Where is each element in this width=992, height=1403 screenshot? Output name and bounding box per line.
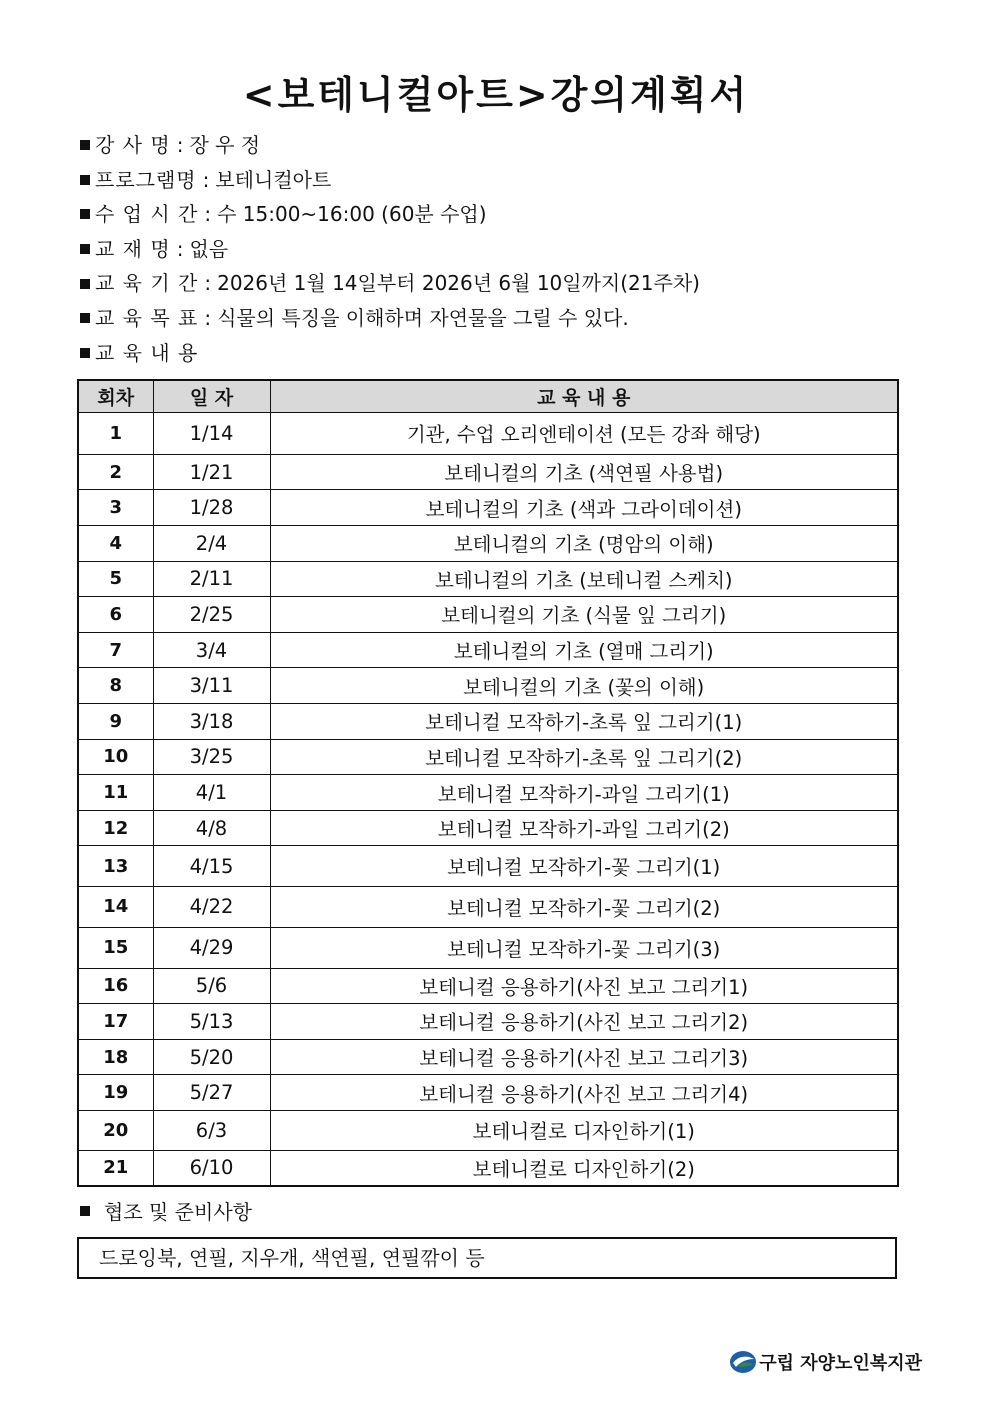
cell-content: 보테니컬 모작하기-꽃 그리기(1) xyxy=(270,846,898,887)
cell-num: 7 xyxy=(78,632,153,668)
cell-num: 20 xyxy=(78,1110,153,1150)
cell-date: 1/21 xyxy=(153,454,270,490)
header-num: 회차 xyxy=(78,380,153,413)
table-row xyxy=(78,703,898,739)
table-row xyxy=(78,1039,898,1075)
cell-num: 16 xyxy=(78,968,153,1004)
info-row xyxy=(80,128,900,163)
header-content: 교 육 내 용 xyxy=(270,380,898,413)
cell-content: 보테니컬 모작하기-과일 그리기(2) xyxy=(270,810,898,846)
square-bullet-icon xyxy=(80,279,90,289)
prep-section-label xyxy=(80,1196,252,1225)
cell-date: 6/3 xyxy=(153,1110,270,1150)
table-header-row xyxy=(78,380,898,413)
cell-date: 3/11 xyxy=(153,668,270,704)
cell-date: 5/13 xyxy=(153,1004,270,1040)
info-label: 교 육 내 용 xyxy=(95,340,199,365)
info-separator: : xyxy=(176,236,184,261)
cell-date: 4/1 xyxy=(153,775,270,811)
info-separator: : xyxy=(176,133,184,157)
table-row xyxy=(78,490,898,526)
square-bullet-icon xyxy=(80,209,90,219)
cell-date: 3/4 xyxy=(153,632,270,668)
cell-content: 보테니컬의 기초 (명암의 이해) xyxy=(270,525,898,561)
table-row xyxy=(78,525,898,561)
table-row xyxy=(78,968,898,1004)
info-row xyxy=(80,266,900,301)
cell-content: 보테니컬로 디자인하기(2) xyxy=(270,1150,898,1186)
info-separator: : xyxy=(204,202,212,227)
info-row xyxy=(80,163,900,198)
welfare-center-logo-icon xyxy=(729,1350,757,1374)
cell-num: 6 xyxy=(78,597,153,633)
cell-num: 17 xyxy=(78,1004,153,1040)
cell-num: 15 xyxy=(78,927,153,968)
info-value: 보테니컬아트 xyxy=(215,167,332,192)
cell-num: 21 xyxy=(78,1150,153,1186)
cell-date: 5/6 xyxy=(153,968,270,1004)
org-name: 구립 자양노인복지관 xyxy=(759,1353,922,1374)
cell-num: 2 xyxy=(78,454,153,490)
info-label: 강 사 명 xyxy=(95,133,171,157)
table-row xyxy=(78,597,898,633)
info-value: 없음 xyxy=(189,236,229,261)
cell-content: 보테니컬의 기초 (꽃의 이해) xyxy=(270,668,898,704)
info-value: 2026년 1월 14일부터 2026년 6월 10일까지(21주차) xyxy=(217,271,700,296)
cell-content: 보테니컬 모작하기-초록 잎 그리기(2) xyxy=(270,739,898,775)
table-row xyxy=(78,413,898,455)
table-row xyxy=(78,1150,898,1186)
prep-box: 드로잉북, 연필, 지우개, 색연필, 연필깎이 등 xyxy=(77,1237,897,1279)
cell-date: 4/8 xyxy=(153,810,270,846)
table-row xyxy=(78,1110,898,1150)
square-bullet-icon xyxy=(80,348,90,358)
cell-date: 2/4 xyxy=(153,525,270,561)
info-label: 교 재 명 xyxy=(95,236,171,261)
info-label: 프로그램명 xyxy=(95,167,197,192)
table-row xyxy=(78,1004,898,1040)
footer-org xyxy=(729,1349,922,1375)
cell-num: 19 xyxy=(78,1075,153,1111)
cell-date: 4/15 xyxy=(153,846,270,887)
cell-num: 1 xyxy=(78,413,153,455)
cell-num: 11 xyxy=(78,775,153,811)
cell-content: 보테니컬 응용하기(사진 보고 그리기4) xyxy=(270,1075,898,1111)
cell-num: 3 xyxy=(78,490,153,526)
table-row xyxy=(78,561,898,597)
cell-content: 보테니컬의 기초 (색과 그라이데이션) xyxy=(270,490,898,526)
cell-num: 18 xyxy=(78,1039,153,1075)
prep-label-text: 협조 및 준비사항 xyxy=(104,1200,252,1224)
info-value: 수 15:00~16:00 (60분 수업) xyxy=(217,202,487,227)
cell-date: 4/22 xyxy=(153,887,270,928)
cell-num: 12 xyxy=(78,810,153,846)
cell-content: 보테니컬의 기초 (식물 잎 그리기) xyxy=(270,597,898,633)
cell-content: 보테니컬 모작하기-꽃 그리기(2) xyxy=(270,887,898,928)
table-row xyxy=(78,810,898,846)
cell-content: 보테니컬 모작하기-꽃 그리기(3) xyxy=(270,927,898,968)
table-row xyxy=(78,775,898,811)
cell-content: 보테니컬 모작하기-과일 그리기(1) xyxy=(270,775,898,811)
cell-content: 보테니컬의 기초 (열매 그리기) xyxy=(270,632,898,668)
table-row xyxy=(78,454,898,490)
cell-num: 8 xyxy=(78,668,153,704)
cell-num: 9 xyxy=(78,703,153,739)
square-bullet-icon xyxy=(80,244,90,254)
table-row xyxy=(78,846,898,887)
info-separator: : xyxy=(204,271,212,296)
square-bullet-icon xyxy=(80,313,90,323)
info-row xyxy=(80,232,900,267)
table-row xyxy=(78,739,898,775)
info-row xyxy=(80,301,900,336)
cell-num: 14 xyxy=(78,887,153,928)
cell-date: 5/27 xyxy=(153,1075,270,1111)
cell-num: 13 xyxy=(78,846,153,887)
info-value: 장 우 정 xyxy=(189,133,261,157)
cell-date: 3/25 xyxy=(153,739,270,775)
info-row xyxy=(80,336,900,371)
page-title: <보테니컬아트>강의계획서 xyxy=(242,73,750,117)
table-row xyxy=(78,668,898,704)
info-list xyxy=(80,128,900,370)
cell-content: 보테니컬로 디자인하기(1) xyxy=(270,1110,898,1150)
cell-content: 기관, 수업 오리엔테이션 (모든 강좌 해당) xyxy=(270,413,898,455)
square-bullet-icon xyxy=(80,175,90,185)
schedule-table xyxy=(77,379,899,1187)
info-value: 식물의 특징을 이해하며 자연물을 그릴 수 있다. xyxy=(217,305,629,330)
table-row xyxy=(78,887,898,928)
cell-num: 5 xyxy=(78,561,153,597)
square-bullet-icon xyxy=(80,1206,90,1216)
cell-content: 보테니컬의 기초 (보테니컬 스케치) xyxy=(270,561,898,597)
cell-content: 보테니컬의 기초 (색연필 사용법) xyxy=(270,454,898,490)
cell-date: 6/10 xyxy=(153,1150,270,1186)
info-row xyxy=(80,197,900,232)
cell-date: 2/11 xyxy=(153,561,270,597)
cell-date: 4/29 xyxy=(153,927,270,968)
info-separator: : xyxy=(202,167,210,192)
cell-content: 보테니컬 응용하기(사진 보고 그리기2) xyxy=(270,1004,898,1040)
cell-date: 1/14 xyxy=(153,413,270,455)
info-label: 교 육 기 간 xyxy=(95,271,199,296)
cell-num: 4 xyxy=(78,525,153,561)
square-bullet-icon xyxy=(80,140,90,150)
table-row xyxy=(78,927,898,968)
cell-date: 3/18 xyxy=(153,703,270,739)
table-row xyxy=(78,632,898,668)
info-label: 교 육 목 표 xyxy=(95,305,199,330)
cell-date: 1/28 xyxy=(153,490,270,526)
cell-content: 보테니컬 응용하기(사진 보고 그리기1) xyxy=(270,968,898,1004)
info-label: 수 업 시 간 xyxy=(95,202,199,227)
cell-content: 보테니컬 모작하기-초록 잎 그리기(1) xyxy=(270,703,898,739)
table-row xyxy=(78,1075,898,1111)
info-separator: : xyxy=(204,305,212,330)
cell-date: 5/20 xyxy=(153,1039,270,1075)
cell-num: 10 xyxy=(78,739,153,775)
cell-date: 2/25 xyxy=(153,597,270,633)
cell-content: 보테니컬 응용하기(사진 보고 그리기3) xyxy=(270,1039,898,1075)
header-date: 일 자 xyxy=(153,380,270,413)
